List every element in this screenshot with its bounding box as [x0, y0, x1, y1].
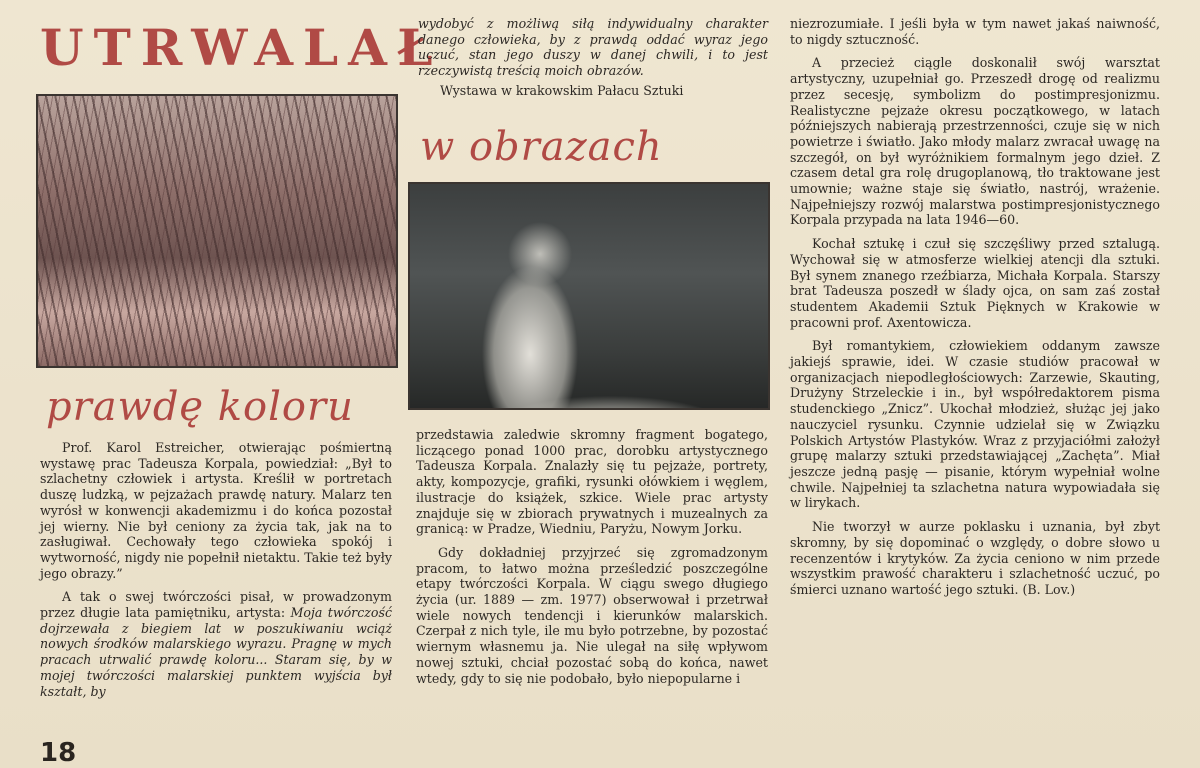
col3-paragraph-3: Był romantykiem, człowiekiem oddanym zawsze jakiejś sprawie, idei. W czasie studiów pracował w organizacjach niepodległościowych: Zarzewie, Skauting, Drużyny Strzeleckie i in., był współredaktorem pisma studenckiego „Znicz”. Ukochał młodzież, służąc jej jako nauczyciel rysunku. Czynnie udzielał się w Związku Polskich Artystów Plastyków. Wraz z przyjaciółmi założył grupę malarzy sztuki przedstawiającej „Zachęta”. Miał jeszcze jedną pasję — pisanie, którym wypełniał wolne chwile. Najpełniej ta szlachetna natura wypowiadała się w lirykach. — [790, 338, 1160, 511]
col2-paragraph-1: przedstawia zaledwie skromny fragment bogatego, liczącego ponad 1000 prac, dorobku artystycznego Tadeusza Korpala. Znalazły się tu pejzaże, portrety, akty, kompozycje, grafiki, rysunki ołówkiem i węglem, ilustracje do książek, szkice. Wiele prac artysty znajduje się w zbiorach prywatnych i muzealnych za granicą: w Pradze, Wiedniu, Paryżu, Nowym Jorku. — [416, 427, 768, 537]
col1-paragraph-1: Prof. Karol Estreicher, otwierając pośmiertną wystawę prac Tadeusza Korpala, powiedział: „Był to szlachetny człowiek i artysta. Kreślił w portretach duszę ludzką, w pejzażach prawdę natury. Malarz ten wyrósł w konwencji akademizmu i do końca pozostał jej wierny. Nie był ceniony za życia tak, jak na to zasługiwał. Cechowały tego człowieka spokój i wytworność, nigdy nie popełnił nietaktu. Takie też były jego obrazy.” — [40, 440, 392, 581]
col2-paragraph-2: Gdy dokładniej przyjrzeć się zgromadzonym pracom, to łatwo można prześledzić poszczególne etapy twórczości Korpala. W ciągu swego długiego życia (ur. 1889 — zm. 1977) obserwował i przetrwał wiele nowych tendencji i kierunków malarskich. Czerpał z nich tyle, ile mu było potrzebne, by pozostać wiernym własnemu ja. Nie ulegał na siłę wpływom nowej sztuki, chciał pozostać sobą do końca, nawet wtedy, gdy to się nie podobało, było niepopularne i — [416, 544, 768, 686]
column-3 — [790, 16, 1160, 598]
forest-painting-image — [36, 94, 398, 368]
col1-paragraph-2: A tak o swej twórczości pisał, w prowadzonym przez długie lata pamiętniku, artysta: Moja twórczość dojrzewała z biegiem lat w poszukiwaniu wciąż nowych środków malarskiego wyrazu. Pragnę w mych pracach utrwalić prawdę koloru... Staram się, by w mojej twórczości malarskiej punktem wyjścia był kształt, by — [40, 589, 392, 699]
col3-paragraph-0: niezrozumiałe. I jeśli była w tym nawet jakaś naiwność, to nigdy sztuczność. — [790, 16, 1160, 47]
col1-quote: Moja twórczość dojrzewała z biegiem lat w poszukiwaniu wciąż nowych środków malarskiego wyrazu. Pragnę w mych pracach utrwalić prawdę koloru... Staram się, by w mojej twórczości malarskiej punktem wyjścia był kształt, by — [40, 605, 392, 699]
col2-quote-continued: wydobyć z możliwą siłą indywidualny charakter danego człowieka, by z prawdą oddać wyraz jego uczuć, stan jego duszy w danej chwili, i to jest rzeczywistą treścią moich obrazów. — [418, 16, 768, 79]
page-number: 18 — [40, 738, 77, 768]
col2-exhibition-intro: Wystawa w krakowskim Pałacu Sztuki — [440, 82, 684, 98]
headline-w-obrazach: w obrazach — [420, 124, 663, 170]
col3-paragraph-4: Nie tworzył w aurze poklasku i uznania, był zbyt skromny, by się dopominać o względy, o dobre słowo u recenzentów i krytyków. Za życia ceniono w nim przede wszystkim prawość charakteru i szlachetność uczuć, po śmierci uznano wartość jego sztuki. (B. Lov.) — [790, 519, 1160, 597]
nude-painting-image — [408, 182, 770, 410]
column-2-top — [418, 16, 768, 99]
col3-paragraph-2: Kochał sztukę i czuł się szczęśliwy przed sztalugą. Wychował się w atmosferze wielkiej atencji dla sztuki. Był synem znanego rzeźbiarza, Michała Korpala. Starszy brat Tadeusza poszedł w ślady ojca, on sam zaś został studentem Akademii Sztuk Pięknych w Krakowie w pracowni prof. Axentowicza. — [790, 236, 1160, 330]
headline-prawde-koloru: prawdę koloru — [46, 384, 354, 430]
headline-word-utrwalal: UTRWALAŁ — [40, 18, 443, 77]
column-1 — [40, 440, 392, 699]
column-2-bottom — [416, 427, 768, 686]
col3-paragraph-1: A przecież ciągle doskonalił swój warsztat artystyczny, uzupełniał go. Przeszedł drogę od realizmu przez secesję, symbolizm do postimpresjonizmu. Realistyczne pejzaże okresu początkowego, w latach późniejszych nabierają przestrzenności, czuje się w nich powietrze i światło. Jako młody malarz zwracał uwagę na szczegół, on był wyróżnikiem formalnym jego dzieł. Z czasem detal gra rolę drugoplanową, tło traktowane jest umownie; ważne staje się światło, nastrój, wrażenie. Najpełniejszy rozwój malarstwa postimpresjonistycznego Korpala przypada na lata 1946—60. — [790, 55, 1160, 228]
